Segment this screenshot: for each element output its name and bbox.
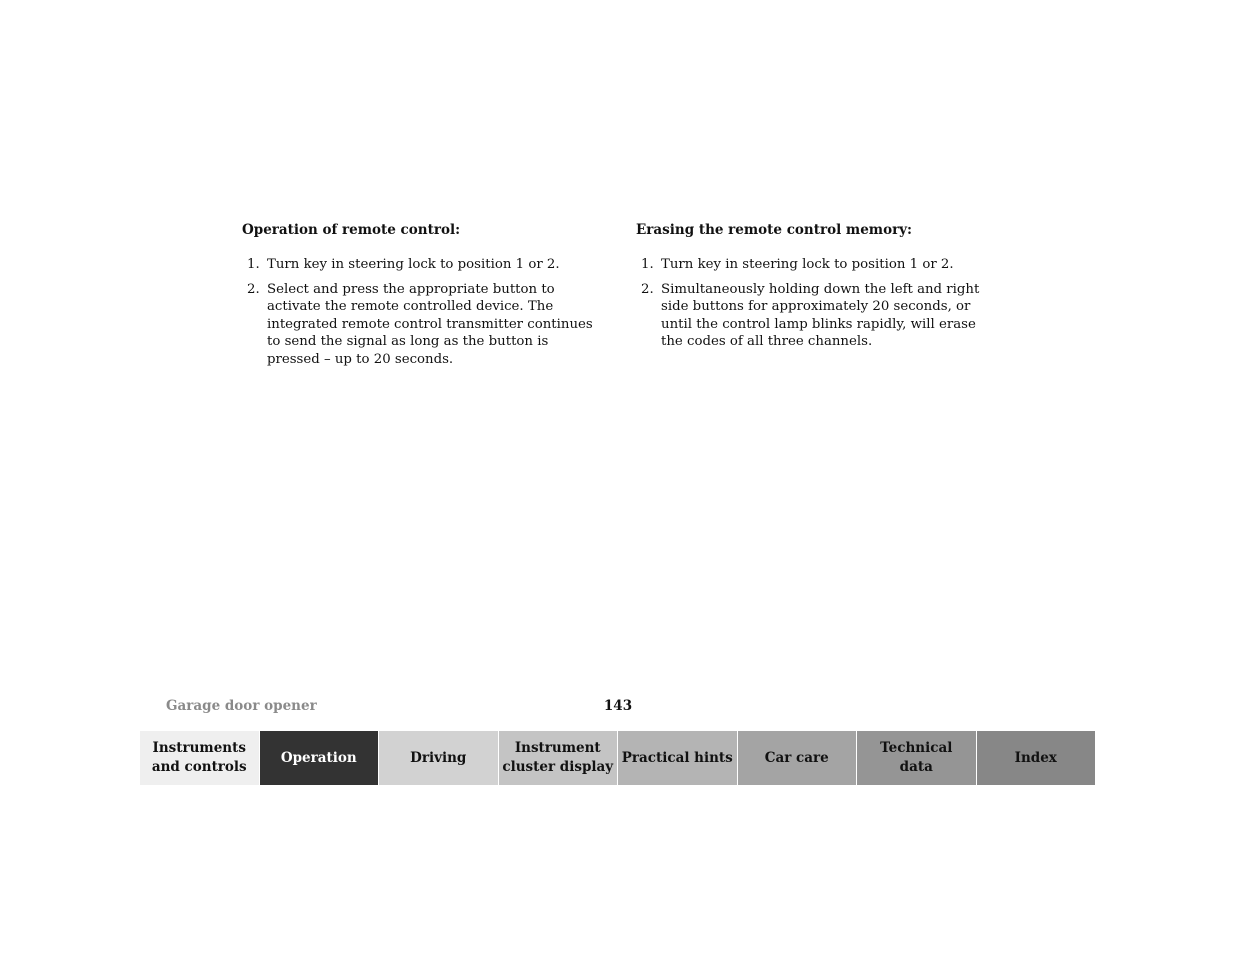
step-number: 1. xyxy=(641,257,654,272)
step-number: 2. xyxy=(641,281,654,297)
tab-technical-data[interactable]: Technical data xyxy=(856,731,976,785)
list-item xyxy=(636,281,996,351)
step-text: Simultaneously holding down the left and right side buttons for approximately 20 seconds, or until the control lamp blinks rapidly, will erase the codes of all three channels. xyxy=(661,281,980,350)
footer-section-title: Garage door opener xyxy=(166,698,317,714)
tab-instruments-and-controls[interactable]: Instruments and controls xyxy=(140,731,259,785)
section-heading-operation: Operation of remote control: xyxy=(242,222,461,238)
step-number: 1. xyxy=(247,257,260,272)
tab-index[interactable]: Index xyxy=(976,731,1096,785)
step-text: Select and press the appropriate button to activate the remote controlled device. The integrated remote control transmitter continues to send the signal as long as the button is pressed – up to 20 seconds. xyxy=(267,281,593,367)
tab-operation[interactable]: Operation xyxy=(259,731,379,785)
right-column xyxy=(636,221,996,358)
step-number: 2. xyxy=(247,281,260,297)
chapter-nav-bar xyxy=(140,731,1095,785)
left-column xyxy=(242,221,602,375)
step-text: Turn key in steering lock to position 1 or 2. xyxy=(267,257,560,272)
tab-driving[interactable]: Driving xyxy=(378,731,498,785)
tab-practical-hints[interactable]: Practical hints xyxy=(617,731,737,785)
section-heading-erasing: Erasing the remote control memory: xyxy=(636,222,913,238)
tab-instrument-cluster-display[interactable]: Instrument cluster display xyxy=(498,731,618,785)
erasing-steps-list xyxy=(636,256,996,351)
list-item xyxy=(636,256,996,273)
list-item xyxy=(242,281,602,368)
page-number: 143 xyxy=(603,698,633,714)
tab-car-care[interactable]: Car care xyxy=(737,731,857,785)
step-text: Turn key in steering lock to position 1 or 2. xyxy=(661,257,954,272)
list-item xyxy=(242,256,602,273)
operation-steps-list xyxy=(242,256,602,368)
